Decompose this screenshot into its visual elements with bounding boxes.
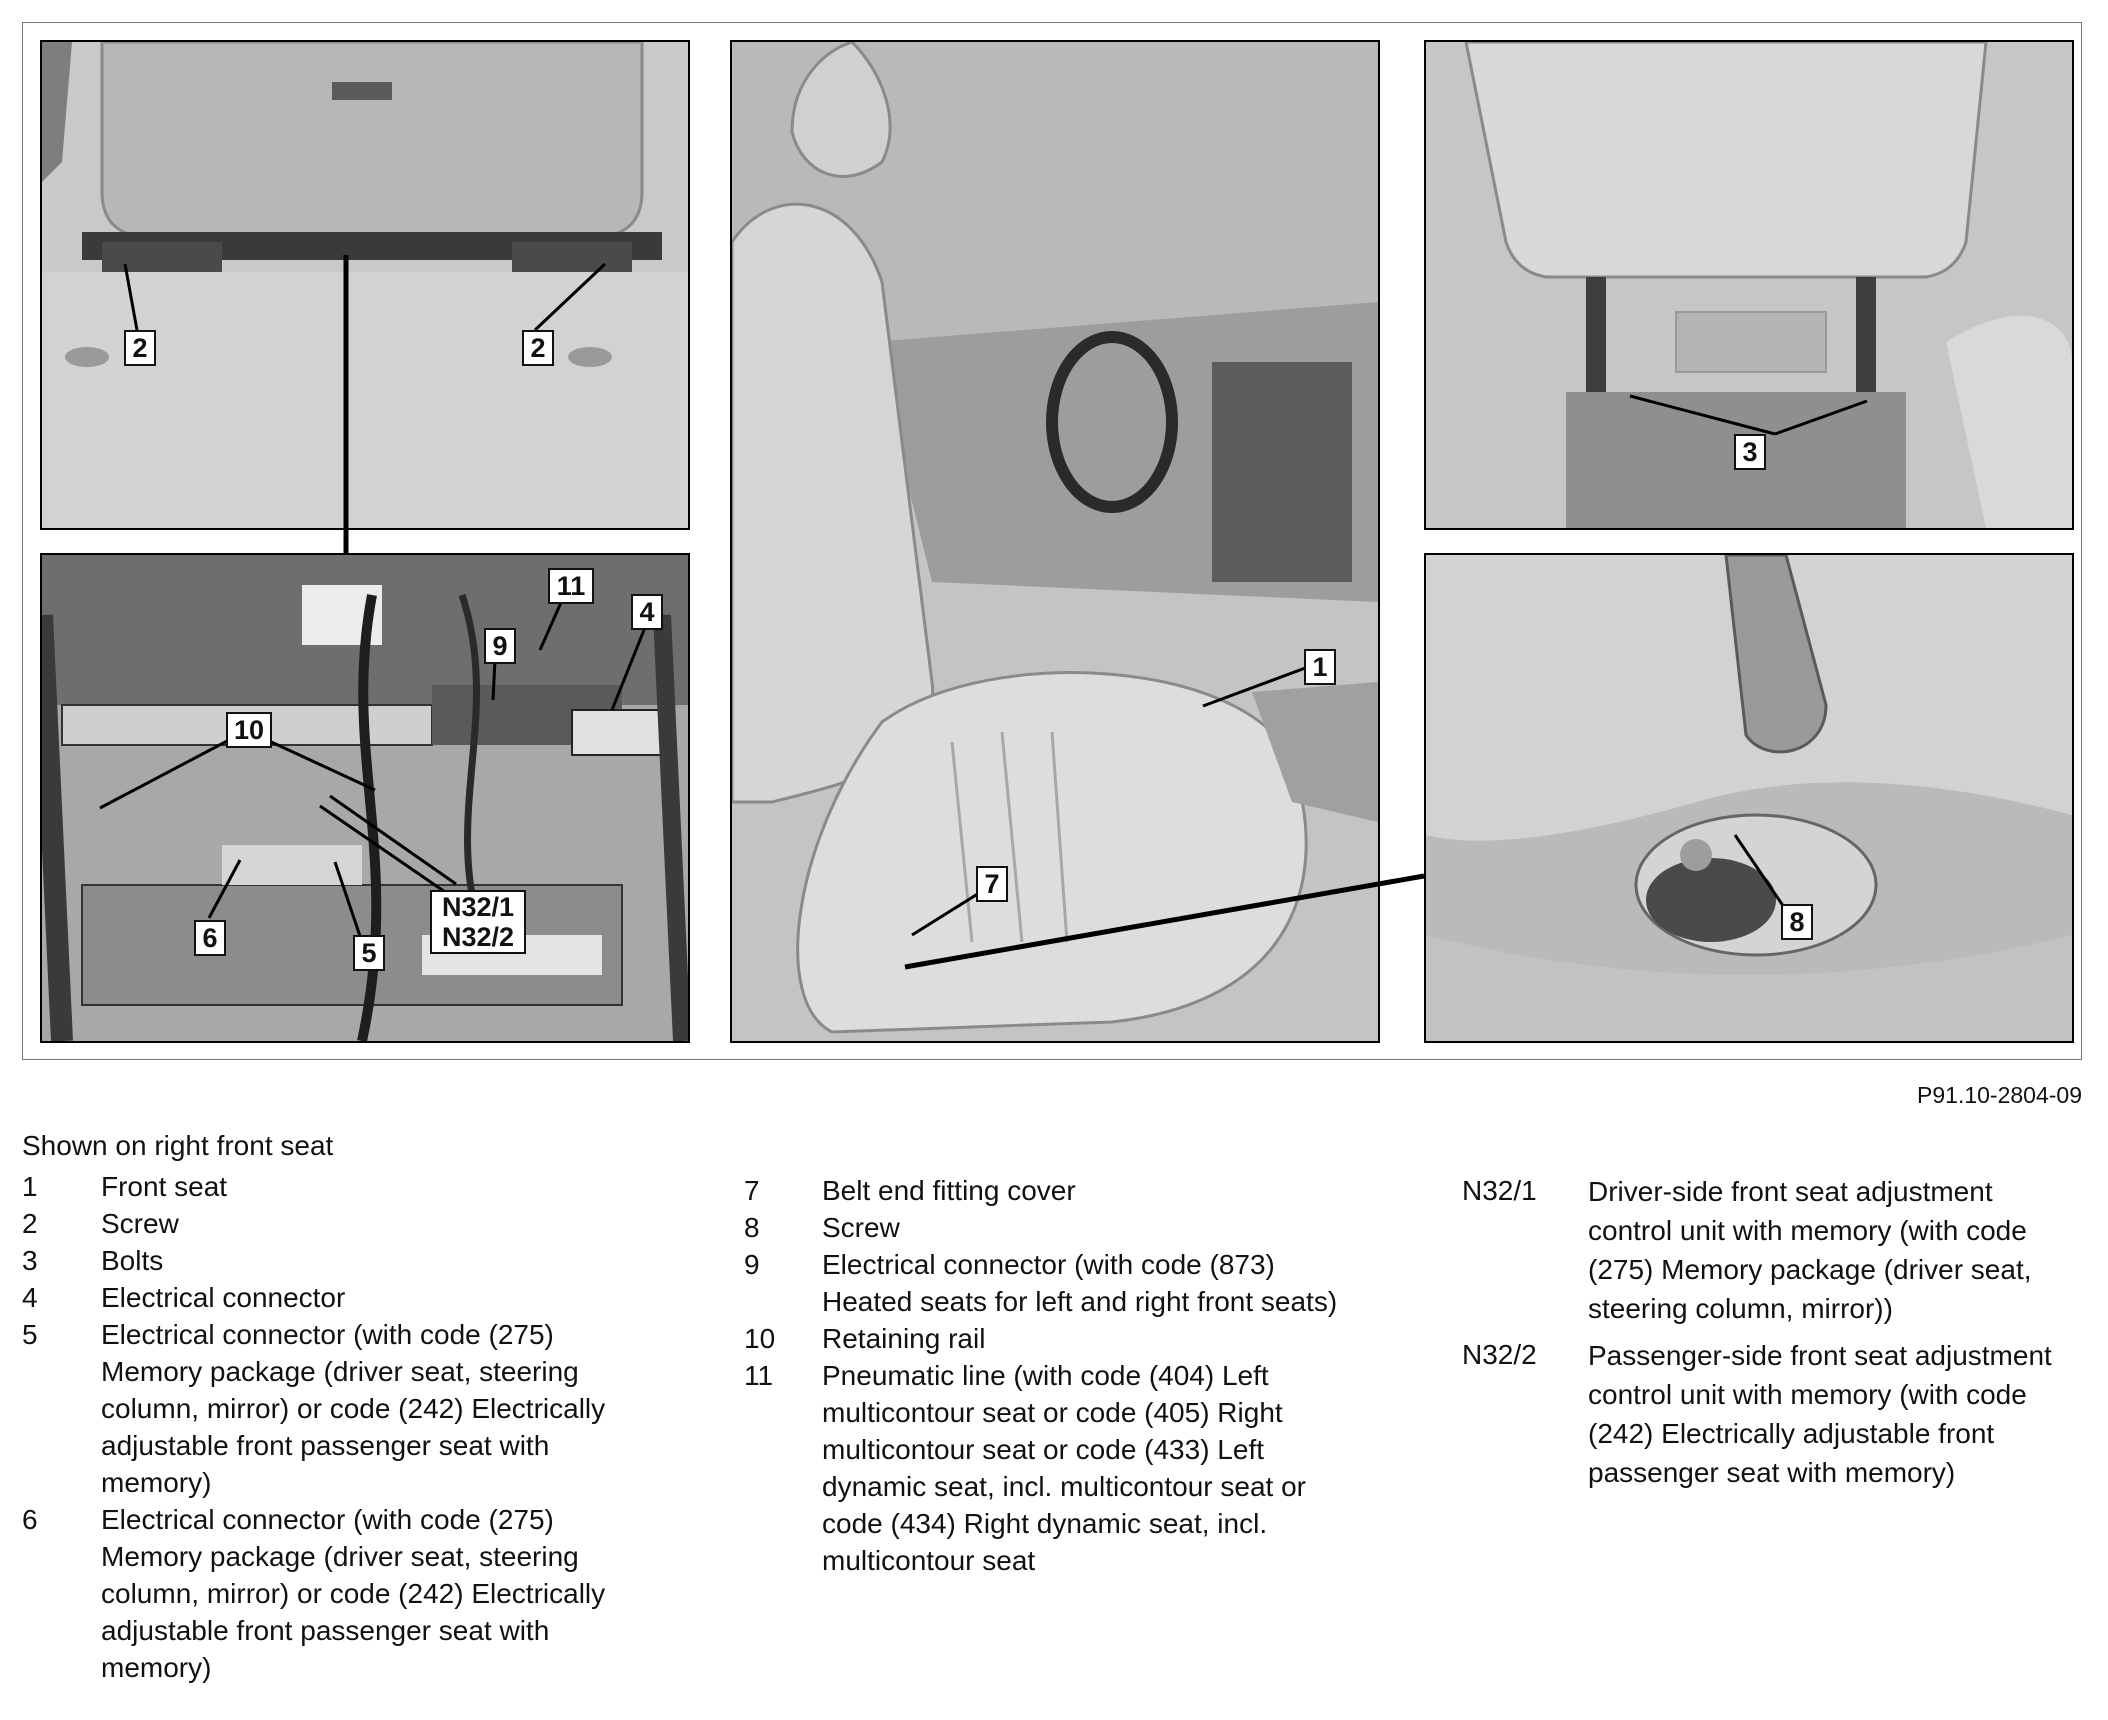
- legend-description: Electrical connector (with code (873) Heated seats for left and right front seats): [822, 1249, 1338, 1317]
- legend-subtitle: Shown on right front seat: [22, 1130, 334, 1161]
- legend-description: Screw: [101, 1208, 179, 1239]
- legend-item: [744, 1246, 1364, 1320]
- legend-key: 7: [744, 1175, 760, 1206]
- callout-4: 4: [631, 594, 663, 630]
- legend-key: 10: [744, 1323, 776, 1354]
- legend-item: [22, 1242, 642, 1279]
- callout-10: 10: [226, 712, 272, 748]
- legend-item: [22, 1168, 642, 1205]
- legend-key: 8: [744, 1212, 760, 1243]
- legend-key: 3: [22, 1245, 38, 1276]
- callout-2-right: 2: [522, 330, 554, 366]
- legend-item: [22, 1205, 642, 1242]
- photo-interior-front-seat: [730, 40, 1380, 1043]
- photo-belt-end-cover: [1424, 553, 2074, 1043]
- legend-item: [744, 1172, 1364, 1209]
- legend-description: Driver-side front seat adjustment control unit with memory (with code (275) Memory package (driver seat, steering column, mirror)): [1588, 1176, 2032, 1324]
- legend-item: [22, 1501, 642, 1686]
- legend-key: 11: [744, 1360, 774, 1391]
- legend-key: 2: [22, 1208, 38, 1239]
- callout-3: 3: [1734, 434, 1766, 470]
- legend-column-3: [1462, 1172, 2082, 1500]
- legend-item: [1462, 1336, 2082, 1492]
- legend-description: Retaining rail: [822, 1323, 986, 1354]
- legend-item: [1462, 1172, 2082, 1328]
- legend-key: 1: [22, 1171, 38, 1202]
- callout-5: 5: [353, 935, 385, 971]
- photo-seat-rail-screws: [40, 40, 690, 530]
- callout-11: 11: [548, 568, 594, 604]
- callout-N32: N32/1 N32/2: [430, 890, 526, 954]
- legend-description: Pneumatic line (with code (404) Left multicontour seat or code (405) Right multicontour seat or code (433) Left dynamic seat, incl. multicontour seat or code (434) Right dynamic seat, incl. multicontour seat: [822, 1360, 1306, 1576]
- callout-1: 1: [1304, 649, 1336, 685]
- figure-reference: P91.10-2804-09: [1917, 1082, 2082, 1108]
- legend-key: 5: [22, 1319, 38, 1350]
- legend-item: [744, 1320, 1364, 1357]
- legend-description: Electrical connector: [101, 1282, 346, 1313]
- legend-item: [22, 1316, 642, 1501]
- legend-description: Belt end fitting cover: [822, 1175, 1076, 1206]
- legend-key: 6: [22, 1504, 38, 1535]
- legend-column-2: [744, 1172, 1364, 1579]
- legend-item: [22, 1279, 642, 1316]
- legend-description: Screw: [822, 1212, 900, 1243]
- legend-description: Electrical connector (with code (275) Memory package (driver seat, steering column, mirror) or code (242) Electrically adjustable front passenger seat with memory): [101, 1319, 606, 1498]
- legend-key: N32/2: [1462, 1339, 1537, 1370]
- legend-key: 9: [744, 1249, 760, 1280]
- callout-8: 8: [1781, 904, 1813, 940]
- legend-key: 4: [22, 1282, 38, 1313]
- legend-column-1: [22, 1168, 642, 1686]
- legend-key: N32/1: [1462, 1175, 1537, 1206]
- legend-description: Passenger-side front seat adjustment control unit with memory (with code (242) Electrically adjustable front passenger seat with memory): [1588, 1340, 2052, 1488]
- callout-9: 9: [484, 628, 516, 664]
- legend-description: Front seat: [101, 1171, 228, 1202]
- callout-2-left: 2: [124, 330, 156, 366]
- callout-7: 7: [976, 866, 1008, 902]
- legend-description: Electrical connector (with code (275) Memory package (driver seat, steering column, mirror) or code (242) Electrically adjustable front passenger seat with memory): [101, 1504, 606, 1683]
- callout-6: 6: [194, 920, 226, 956]
- legend-description: Bolts: [101, 1245, 164, 1276]
- legend-item: [744, 1357, 1364, 1579]
- legend-item: [744, 1209, 1364, 1246]
